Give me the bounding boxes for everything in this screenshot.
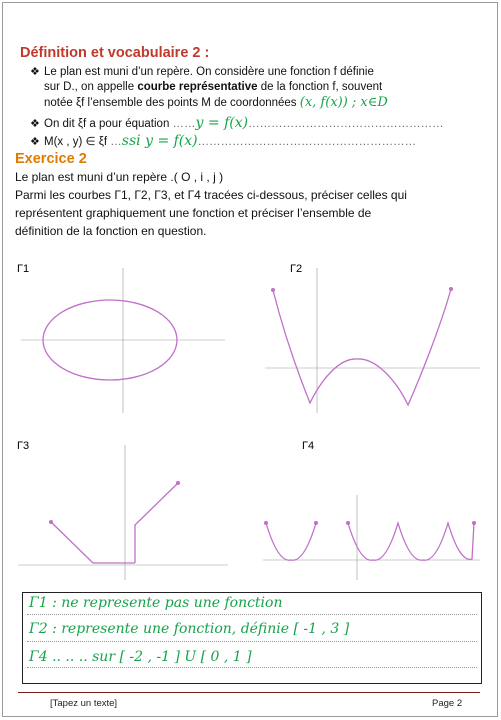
endpoint — [264, 521, 268, 525]
handwritten-answer-2: y = f(x) — [195, 115, 249, 131]
arch-segment-2 — [348, 523, 474, 560]
graph-gamma-1 — [13, 258, 235, 418]
w-curve — [273, 289, 451, 405]
diamond-bullet-icon: ❖ — [30, 118, 40, 130]
graph-2-label: Γ2 — [290, 263, 303, 275]
answer-line-3: Γ4 .. .. .. sur [ -2 , -1 ] U [ 0 , 1 ] — [29, 649, 252, 665]
endpoint — [314, 521, 318, 525]
footer-rule — [18, 692, 480, 693]
diamond-bullet-icon: ❖ — [30, 136, 40, 148]
graph-gamma-2 — [260, 258, 485, 418]
piecewise-left — [51, 522, 135, 563]
diamond-bullet-icon: ❖ — [30, 66, 40, 78]
definition-bullet-3: ❖ M(x , y) ∈ ξf …ssi y = f(x)………………………………………………… — [30, 133, 417, 149]
arch-segment-1 — [266, 523, 316, 560]
footer-left: [Tapez un texte] — [50, 698, 118, 709]
endpoint-left — [49, 520, 53, 524]
handwritten-answer-3: ssi y = f(x) — [121, 133, 198, 149]
graph-4-label: Γ4 — [302, 440, 315, 452]
handwritten-answer-1: (x, f(x)) ; x∈D — [299, 95, 388, 110]
answer-line-1: Γ1 : ne represente pas une fonction — [29, 595, 283, 611]
definition-bullet-2: ❖ On dit ξf a pour équation ……y = f(x)…………………………………………… — [30, 115, 444, 131]
endpoint — [346, 521, 350, 525]
exercise-statement: Le plan est muni d’un repère .( O , i , j ) Parmi les courbes Γ1, Γ2, Γ3, et Γ4 tracées ci-dessous, préciser celles qui représentent graphiquement une fonction et préciser l’ensemble de définition de la fonction en question. — [15, 170, 407, 238]
graph-gamma-4 — [258, 435, 486, 585]
footer-page-number: Page 2 — [432, 698, 463, 709]
endpoint-right — [449, 287, 453, 291]
graph-gamma-3 — [13, 435, 235, 585]
definition-bullet-1: ❖ Le plan est muni d’un repère. On considère une fonction f définie sur D., on appelle courbe représentative de la fonction f, souvent notée ξf l’ensemble des points M de coordonnées (x, f(x)) ; x∈D — [30, 66, 388, 110]
exercise-title: Exercice 2 — [15, 151, 87, 167]
piecewise-right — [135, 483, 178, 563]
definition-title: Définition et vocabulaire 2 : — [20, 45, 210, 61]
graph-3-label: Γ3 — [17, 440, 30, 452]
answer-box — [22, 592, 482, 684]
endpoint — [472, 521, 476, 525]
graph-1-label: Γ1 — [17, 263, 30, 275]
endpoint-right — [176, 481, 180, 485]
answer-line-2: Γ2 : represente une fonction, définie [ -1 , 3 ] — [29, 621, 350, 637]
endpoint-left — [271, 288, 275, 292]
